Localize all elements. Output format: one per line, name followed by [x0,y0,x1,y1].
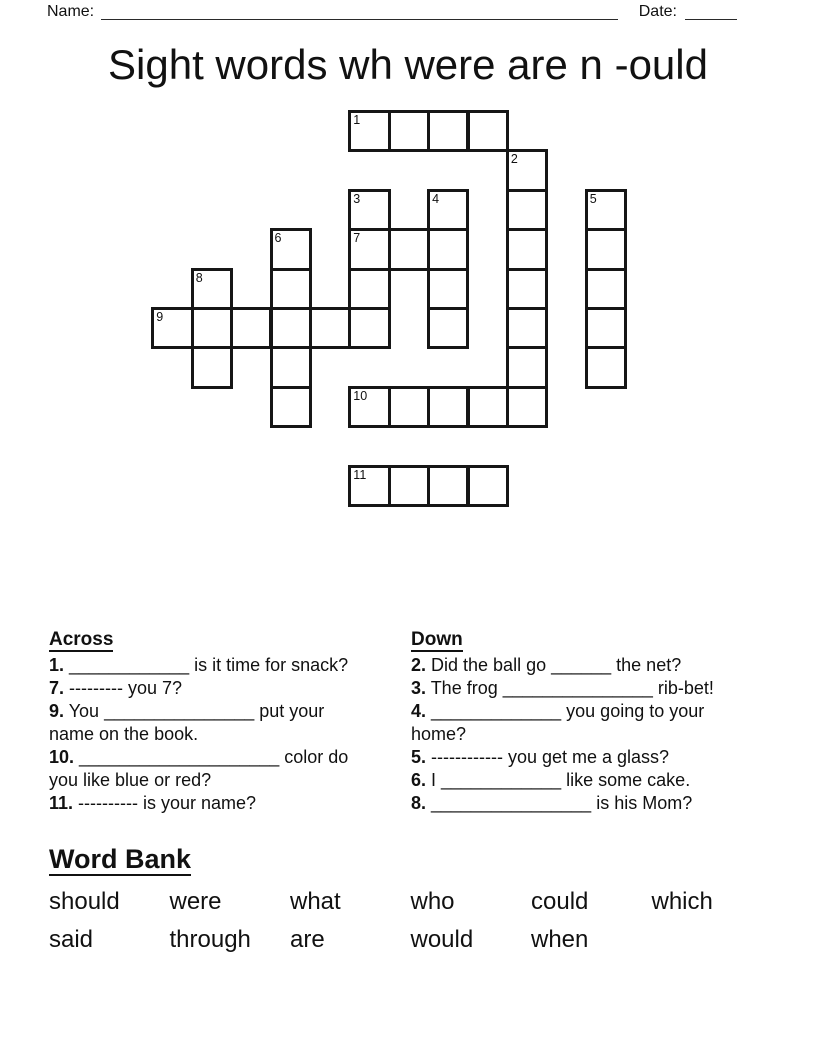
name-blank-line [101,2,618,20]
across-clue-1: 1. ____________ is it time for snack? [49,655,349,675]
grid-cell-1[interactable] [348,110,390,152]
clue-number: 8. [411,793,427,813]
grid-cell[interactable] [506,307,548,349]
clue-number: 1. [49,655,65,675]
clue-number: 6. [411,770,427,790]
grid-cell[interactable] [348,268,390,310]
clue-number: 4. [411,701,427,721]
grid-cell[interactable] [585,346,627,388]
grid-cell[interactable] [427,228,469,270]
down-clue-3: 3. The frog _______________ rib-bet! [411,678,714,698]
grid-cell[interactable] [270,307,312,349]
clue-number: 9. [49,701,65,721]
word-bank-word: who [410,888,455,915]
across-clues-section [49,628,361,815]
cell-number: 5 [589,191,597,206]
word-bank-section [49,843,772,959]
word-bank-word: were [169,888,222,915]
grid-cell[interactable] [427,307,469,349]
grid-cell[interactable] [191,346,233,388]
word-bank-word: are [290,926,325,953]
down-clues-section [411,628,735,815]
grid-cell-11[interactable] [348,465,390,507]
grid-cell[interactable] [388,228,430,270]
grid-cell[interactable] [388,386,430,428]
word-bank-heading: Word Bank [49,844,192,874]
clue-number: 5. [411,747,427,767]
header [47,2,737,21]
cell-number: 9 [156,310,164,324]
down-clue-8: 8. ________________ is his Mom? [411,793,693,813]
grid-cell-6[interactable] [270,228,312,270]
cell-number: 10 [353,388,368,403]
word-bank-word: what [290,888,341,915]
word-bank-word: said [49,926,94,953]
down-heading: Down [411,629,463,650]
grid-cell[interactable] [467,110,509,152]
grid-cell[interactable] [467,465,509,507]
across-clue-9: 9. You _______________ put your name on the book. [49,701,325,744]
clue-number: 7. [49,678,65,698]
word-bank-word: could [531,888,589,915]
grid-cell-5[interactable] [585,189,627,231]
clue-number: 10. [49,747,75,767]
cell-number: 3 [353,191,361,206]
grid-cell[interactable] [506,189,548,231]
across-heading: Across [49,629,114,650]
grid-cell[interactable] [270,386,312,428]
grid-cell[interactable] [427,110,469,152]
down-clue-4: 4. _____________ you going to your home? [411,701,705,744]
cell-number: 2 [510,152,518,167]
cell-number: 4 [432,191,440,206]
word-bank-word: would [410,926,474,953]
cell-number: 8 [195,270,203,285]
word-bank-word: when [531,926,589,953]
grid-cell[interactable] [388,110,430,152]
across-clue-list [49,654,361,815]
word-bank-word: through [169,926,251,953]
down-clue-2: 2. Did the ball go ______ the net? [411,655,682,675]
clue-number: 2. [411,655,427,675]
grid-cell[interactable] [506,228,548,270]
word-bank-words [49,883,772,959]
grid-cell-8[interactable] [191,268,233,310]
grid-cell[interactable] [309,307,351,349]
date-label: Date: [638,3,677,20]
grid-cell-9[interactable] [151,307,193,349]
grid-cell[interactable] [506,268,548,310]
page-title: Sight words wh were are n -ould [108,41,708,88]
clue-number: 3. [411,678,427,698]
grid-cell[interactable] [506,346,548,388]
grid-cell[interactable] [585,307,627,349]
date-blank-line [685,2,737,20]
cell-number: 11 [353,467,367,482]
grid-cell-7[interactable] [348,228,390,270]
down-clue-list [411,654,735,815]
cell-number: 6 [274,231,282,246]
grid-cell-4[interactable] [427,189,469,231]
grid-cell[interactable] [467,386,509,428]
across-clue-7: 7. --------- you 7? [49,678,183,698]
across-clue-10: 10. ____________________ color do you like blue or red? [49,747,349,790]
grid-cell[interactable] [270,346,312,388]
grid-cell[interactable] [427,268,469,310]
grid-cell[interactable] [191,307,233,349]
grid-cell[interactable] [388,465,430,507]
name-label: Name: [47,3,95,20]
word-bank-word: which [651,888,713,915]
grid-cell[interactable] [230,307,272,349]
grid-cell[interactable] [585,228,627,270]
grid-cell-3[interactable] [348,189,390,231]
grid-cell[interactable] [270,268,312,310]
word-bank-word: should [49,888,120,915]
grid-cell[interactable] [585,268,627,310]
grid-cell[interactable] [427,386,469,428]
grid-cell[interactable] [506,386,548,428]
grid-cell-10[interactable] [348,386,390,428]
cell-number: 7 [353,231,361,246]
grid-cell[interactable] [348,307,390,349]
down-clue-6: 6. I ____________ like some cake. [411,770,691,790]
clue-number: 11. [49,793,74,813]
grid-cell-2[interactable] [506,149,548,191]
grid-cell[interactable] [427,465,469,507]
down-clue-5: 5. ------------ you get me a glass? [411,747,670,767]
cell-number: 1 [353,113,361,127]
across-clue-11: 11. ---------- is your name? [49,793,257,813]
